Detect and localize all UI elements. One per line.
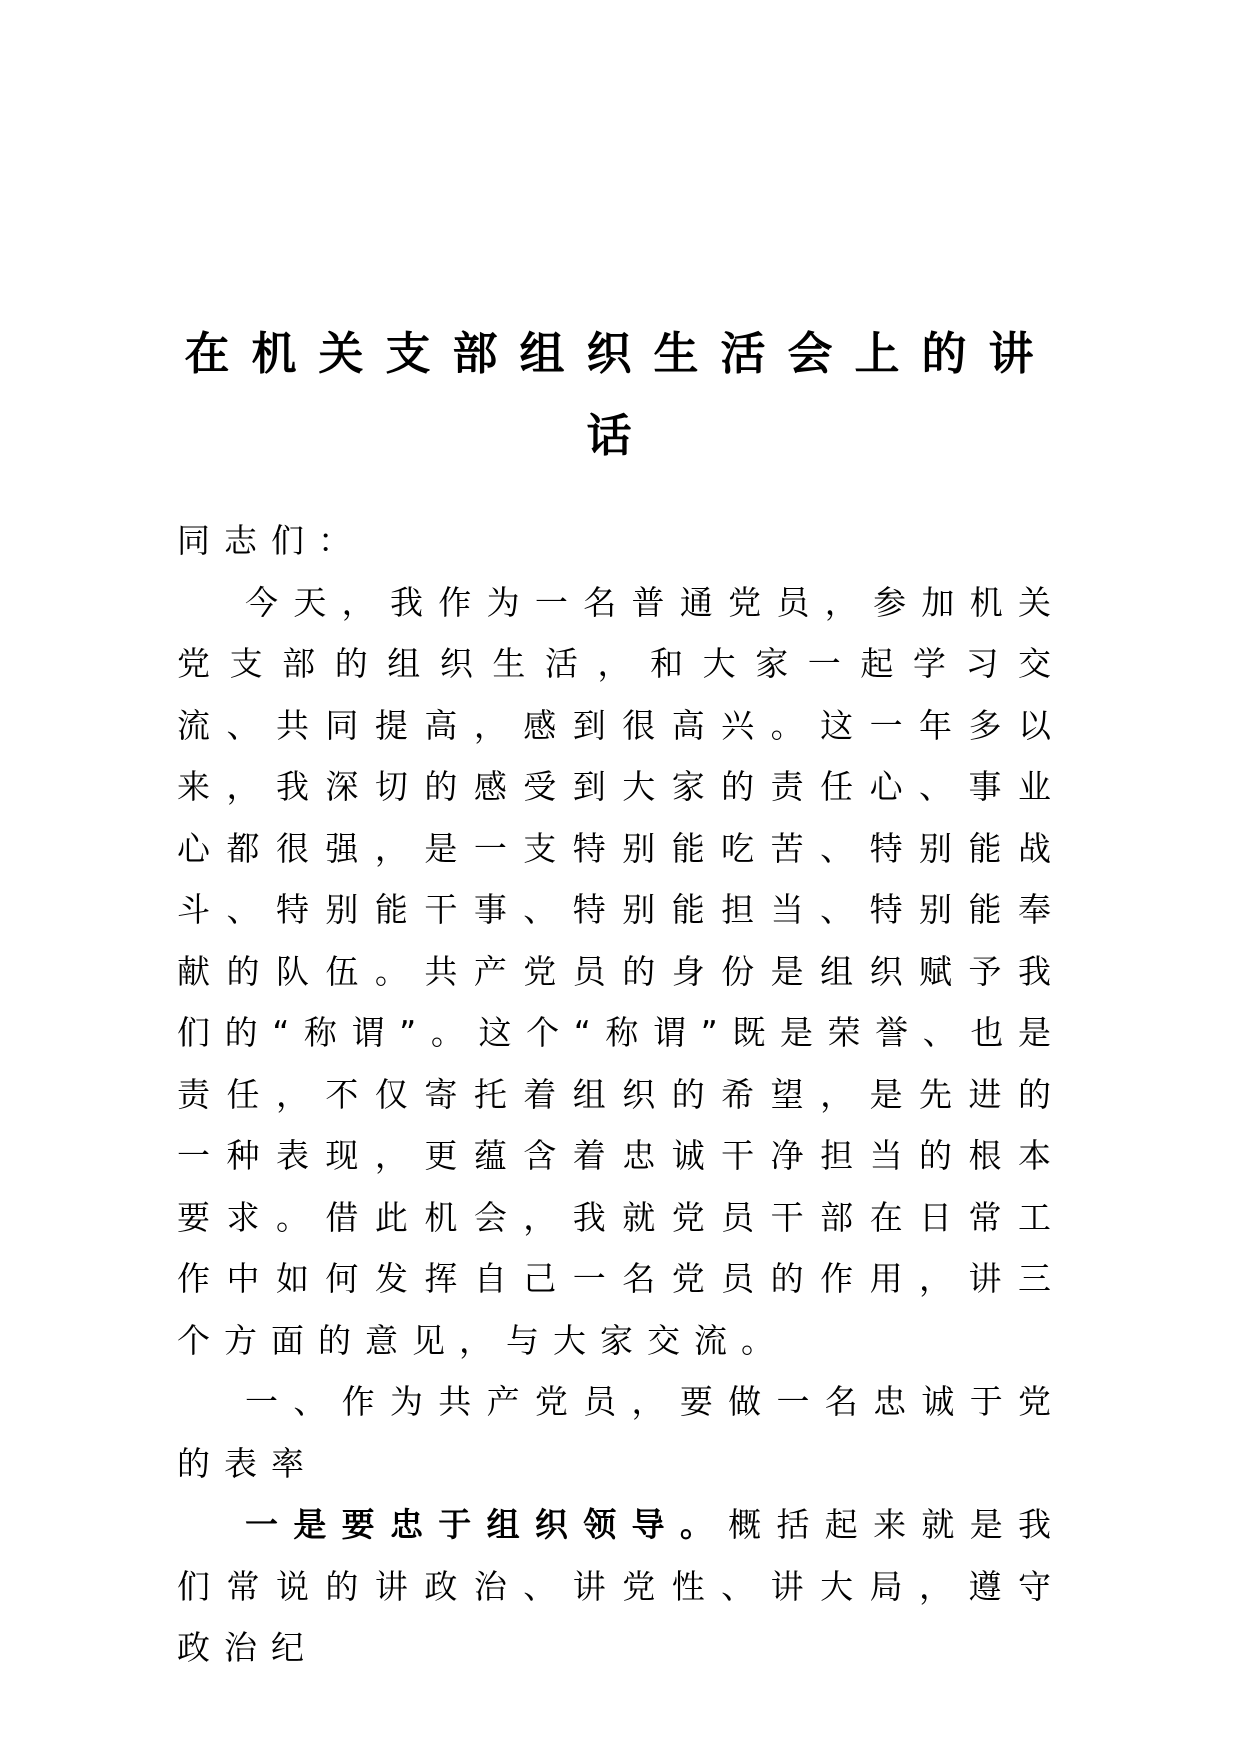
salutation: 同志们： xyxy=(177,521,365,560)
document-title: 在机关支部组织生活会上的讲话 xyxy=(184,327,1056,463)
point-paragraph xyxy=(177,1494,1065,1679)
document-body xyxy=(177,510,1065,1679)
intro-paragraph: 今天，我作为一名普通党员，参加机关党支部的组织生活，和大家一起学习交流、共同提高，感到很高兴。这一年多以来，我深切的感受到大家的责任心、事业心都很强，是一支特别能吃苦、特别能战斗、特别能干事、特别能担当、特别能奉献的队伍。共产党员的身份是组织赋予我们的“称谓”。这个“称谓”既是荣誉、也是责任，不仅寄托着组织的希望，是先进的一种表现，更蕴含着忠诚干净担当的根本要求。借此机会，我就党员干部在日常工作中如何发挥自己一名党员的作用，讲三个方面的意见，与大家交流。 xyxy=(177,582,1065,1360)
section-heading: 一、作为共产党员，要做一名忠诚于党的表率 xyxy=(177,1382,1065,1483)
point-lead: 一是要忠于组织领导。 xyxy=(245,1505,729,1544)
point-text: 概括起来就是我们常说的讲政治、讲党性、讲大局，遵守政治纪 xyxy=(177,1505,1065,1667)
